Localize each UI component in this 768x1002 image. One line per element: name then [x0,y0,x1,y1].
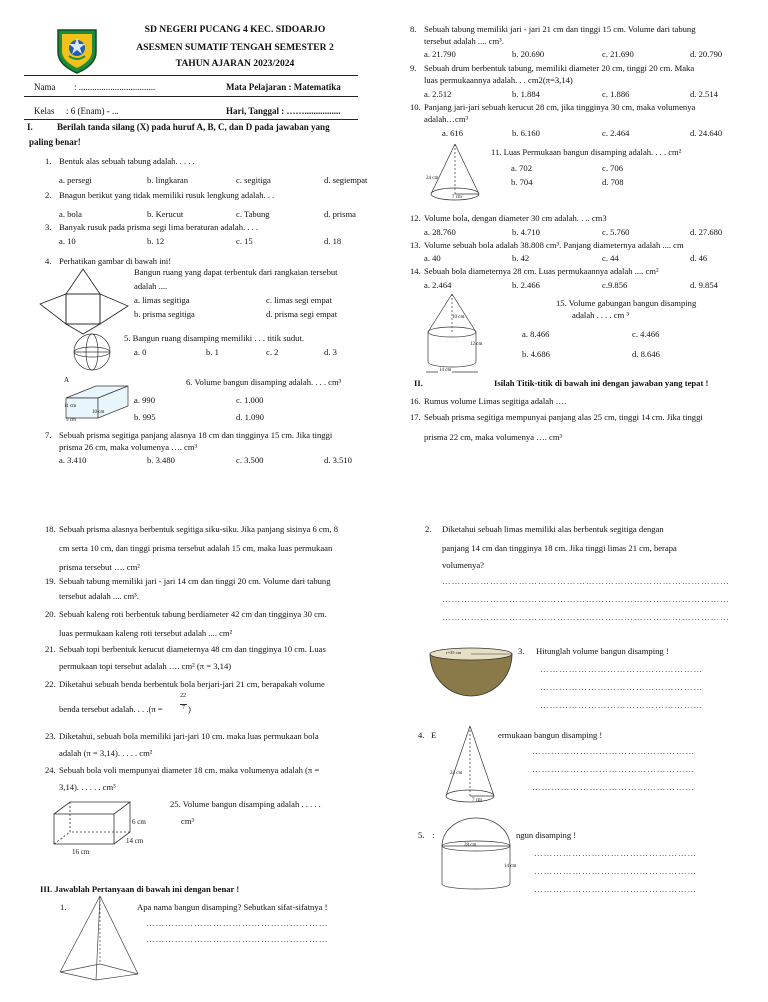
q8-text-2: tersebut adalah .... cm³. [424,36,504,46]
q7-number: 7. [45,430,52,440]
q2-option-d[interactable]: d. prisma [324,209,356,219]
q7-option-a[interactable]: a. 3.410 [59,455,87,465]
e2-answer-line-2[interactable]: ……………………………………………………………………………… [442,594,730,604]
q2-option-b[interactable]: b. Kerucut [147,209,184,219]
e2-answer-line-3[interactable]: ……………………………………………………………………………… [442,612,730,622]
q25-cuboid-figure [52,800,134,848]
q10-option-a[interactable]: a. 616 [442,128,464,138]
q10-text-2: adalah…cm³ [424,114,469,124]
e2-text-2: panjang 14 cm dan tingginya 18 cm. Jika tinggi limas 21 cm, berapa [442,543,677,553]
q24-text-2: 3,14). . . . . . cm³ [59,782,116,792]
section-2-number: II. [414,378,423,388]
q25-dim-width: 14 cm [126,837,144,845]
e4-text-start: E [431,730,437,740]
e5-answer-line-2[interactable]: …………………………………………… [534,866,698,876]
q11-dim-r: 7 cm [452,195,462,200]
q5-option-b[interactable]: b. 1 [206,347,219,357]
q17-number: 17. [410,412,421,422]
q12-text: Volume bola, dengan diameter 30 cm adalah. . .. cm3 [424,213,607,223]
q16-number: 16. [410,396,421,406]
q7-option-c[interactable]: c. 3.500 [236,455,264,465]
q13-option-d[interactable]: d. 46 [690,253,708,263]
q18-text-1: Sebuah prisma alasnya berbentuk segitiga siku-siku. Jika panjang sisinya 6 cm, 8 [59,524,339,534]
q8-number: 8. [410,24,417,34]
e3-number: 3. [518,646,525,656]
e2-answer-line-1[interactable]: ……………………………………………………………………………… [442,576,730,586]
nama-field[interactable]: : .................................. [74,82,156,92]
q22-fraction-numerator: 22 [180,693,186,699]
q1-number: 1. [45,156,52,166]
q16-text: Rumus volume Limas segitiga adalah …. [424,396,567,406]
school-year: TAHUN AJARAN 2023/2024 [175,58,295,69]
e5-answer-line-1[interactable]: …………………………………………… [534,848,698,858]
e4-dim-h: 24 cm [450,771,463,776]
q3-option-d[interactable]: d. 18 [324,236,342,246]
q6-dim-3: 9 cm [66,418,76,423]
e3-answer-line-3[interactable]: …………………………………………… [540,700,704,710]
e5-text-start: : [432,830,435,840]
e1-answer-line-1[interactable]: ………………………………………………… [146,918,329,928]
q19-text-1: Sebuah tabung memiliki jari - jari 14 cm dan tinggi 20 cm. Volume dari tabung [59,576,331,586]
q5-text: 5. Bangun ruang disamping memiliki . . . titik sudut. [124,333,304,343]
q6-option-d[interactable]: d. 1.090 [236,412,264,422]
hari-label[interactable]: Hari, Tanggal : ……................ [226,106,341,116]
q20-text-1: Sebuah kaleng roti berbentuk tabung berdiameter 42 cm dan tingginya 30 cm. [59,609,327,619]
e5-dim-h: 14 cm [504,864,517,869]
section-3-title: III. Jawablah Pertanyaan di bawah ini dengan benar ! [40,884,240,894]
q4-number: 4. [45,256,52,266]
q8-text-1: Sebuah tabung memiliki jari - jari 21 cm dan tinggi 15 cm. Volume dari tabung [424,24,696,34]
q14-option-b[interactable]: b. 2.466 [512,280,540,290]
q9-option-a[interactable]: a. 2.512 [424,89,452,99]
kelas-field[interactable]: : 6 (Enam) - ... [66,106,119,116]
q6-dim-2: 10 cm [92,410,105,415]
q21-text-2: permukaan topi tersebut adalah …. cm² (π = 3,14) [59,661,232,671]
q4-net-figure [36,264,132,334]
kelas-label: Kelas [34,106,55,116]
q11-option-c[interactable]: c. 706 [602,163,624,173]
school-name: SD NEGERI PUCANG 4 KEC. SIDOARJO [144,24,326,35]
q13-option-b[interactable]: b. 42 [512,253,530,263]
e4-text-end: ermukaan bangun disamping ! [498,730,603,740]
q2-text: Bnagun berikut yang tidak memiliki rusuk lengkung adalah. . . [59,190,275,200]
q4-option-a[interactable]: a. limas segitiga [134,295,190,305]
q21-text-1: Sebuah topi berbentuk kerucut diameternya 48 cm dan tingginya 10 cm. Luas [59,644,326,654]
e2-text-3: volumenya? [442,560,484,570]
q23-text-1: Diketahui, sebuah bola memiliki jari-jari 10 cm. maka luas permukaan bola [59,731,319,741]
q8-option-c[interactable]: c. 21.690 [602,49,634,59]
q6-text: 6. Volume bangun disamping adalah. . . . cm³ [186,377,342,387]
q25-text-1: 25. Volume bangun disamping adalah . . . . . [170,799,321,809]
q17-text-1: Sebuah prisma segitiga mempunyai panjang alas 25 cm, tinggi 14 cm. Jika tinggi [424,412,703,422]
q20-text-2: luas permukaan kaleng roti tersebut adalah .... cm² [59,628,233,638]
q19-text-2: tersebut adalah .... cm³. [59,591,139,601]
q6-option-c[interactable]: c. 1.000 [236,395,264,405]
e5-number: 5. [418,830,425,840]
e1-answer-line-2[interactable]: ………………………………………………… [146,934,329,944]
q1-option-d[interactable]: d. segiempat [324,175,368,185]
q4-option-b[interactable]: b. prisma segitiga [134,309,195,319]
info-divider-2 [24,119,358,120]
section-1-title-2: paling benar! [29,137,81,147]
e4-number: 4. [418,730,425,740]
e3-hemisphere-figure [428,646,514,698]
q24-text-1: Sebuah bola voli mempunyai diameter 18 cm. maka volumenya adalah (π = [59,765,320,775]
e4-dim-r: 7 cm [472,798,482,803]
q22-text-2: benda tersebut adalah. . . .(π = [59,704,163,714]
q9-option-d[interactable]: d. 2.514 [690,89,718,99]
q21-number: 21. [45,644,56,654]
e4-answer-line-1[interactable]: …………………………………………… [532,746,696,756]
q1-option-a[interactable]: a. persegi [59,175,92,185]
q13-number: 13. [410,240,421,250]
q13-option-a[interactable]: a. 40 [424,253,441,263]
section-1-number: I. [27,122,33,132]
e2-number: 2. [425,524,432,534]
q23-number: 23. [45,731,56,741]
nama-label: Nama [34,82,56,92]
q18-number: 18. [45,524,56,534]
q4-option-c[interactable]: c. limas segi empat [266,295,332,305]
q15-option-a[interactable]: a. 8.466 [522,329,550,339]
q5-sphere-figure [72,332,112,372]
e5-hemisphere-cylinder-figure [436,816,516,894]
q12-number: 12. [410,213,421,223]
q10-option-c[interactable]: c. 2.464 [602,128,630,138]
e4-answer-line-2[interactable]: …………………………………………… [532,764,696,774]
q15-text-2: adalah . . . . cm ³ [572,310,629,320]
q22-fraction-denominator: 7 [182,705,185,711]
e3-answer-line-1[interactable]: …………………………………………… [540,664,704,674]
q15-option-c[interactable]: c. 4.466 [632,329,660,339]
q11-option-b[interactable]: b. 704 [511,177,533,187]
q11-option-a[interactable]: a. 702 [511,163,533,173]
q3-number: 3. [45,222,52,232]
e4-answer-line-3[interactable]: …………………………………………… [532,782,696,792]
q15-option-d[interactable]: d. 8.646 [632,349,660,359]
q12-option-c[interactable]: c. 5.760 [602,227,630,237]
q1-option-b[interactable]: b. lingkaran [147,175,189,185]
info-divider-1 [24,96,358,97]
q6-option-a[interactable]: a. 990 [134,395,156,405]
q18-text-3: prisma tersebut …. cm² [59,562,140,572]
q8-option-a[interactable]: a. 21.790 [424,49,456,59]
q7-option-d[interactable]: d. 3.510 [324,455,352,465]
q4-text: Perhatikan gambar di bawah ini! [59,256,172,266]
q3-option-c[interactable]: c. 15 [236,236,253,246]
q14-number: 14. [410,266,421,276]
q11-text: 11. Luas Permukaan bangun disamping adalah. . . . cm² [491,147,682,157]
q3-text: Banyak rusuk pada prisma segi lima beraturan adalah. . . . [59,222,259,232]
q9-option-b[interactable]: b. 1.884 [512,89,540,99]
e3-answer-line-2[interactable]: …………………………………………… [540,682,704,692]
q1-text: Bentuk alas sebuah tabung adalah. . . . . [59,156,195,166]
q22-close-paren: ) [188,704,191,714]
q14-option-d[interactable]: d. 9.854 [690,280,718,290]
q22-text-1: Diketahui sebuah benda berbentuk bola berjari-jari 21 cm, berapakah volume [59,679,325,689]
mapel-label: Mata Pelajaran : Matematika [226,82,341,92]
e1-text: Apa nama bangun disamping? Sebutkan sifat-sifatnya ! [137,902,328,912]
q25-dim-height: 6 cm [132,818,146,826]
e2-text-1: Diketahui sebuah limas memiliki alas berbentuk segitiga dengan [442,524,664,534]
q7-text-1: Sebuah prisma segitiga panjang alasnya 18 cm dan tingginya 15 cm. Jika tinggi [59,430,333,440]
q7-option-b[interactable]: b. 3.480 [147,455,175,465]
q14-option-a[interactable]: a. 2.464 [424,280,452,290]
q4-stem-2: adalah .... [134,281,168,291]
q4-option-d[interactable]: d. prisma segi empat [266,309,338,319]
section-2-title: Isilah Titik-titik di bawah ini dengan jawaban yang tepat ! [494,378,709,388]
q9-text-2: luas permukaannya adalah. . . cm2(π=3,14) [424,75,573,85]
q7-text-2: prisma 26 cm, maka volumenya …. cm³ [59,442,198,452]
e5-dim-d: 28 cm [464,843,477,848]
q14-option-c[interactable]: c.9.856 [602,280,628,290]
q23-text-2: adalah (π = 3,14). . . . . cm² [59,748,153,758]
q18-text-2: cm serta 10 cm, dan tinggi prisma tersebut adalah 15 cm, maka luas permukaan [59,543,333,553]
q19-number: 19. [45,576,56,586]
q25-dim-length: 16 cm [72,848,90,856]
q6-label-a: A [64,376,70,384]
q15-cone-cylinder-figure [420,292,484,376]
section-1-title: Berilah tanda silang (X) pada huruf A, B, C, dan D pada jawaban yang [57,122,330,132]
school-logo [54,26,100,74]
q8-option-b[interactable]: b. 20.690 [512,49,545,59]
q3-option-b[interactable]: b. 12 [147,236,165,246]
q9-text-1: Sebuah drum berbentuk tabung, memiliki diameter 20 cm, tinggi 20 cm. Maka [424,63,695,73]
q2-option-a[interactable]: a. bola [59,209,82,219]
exam-title: ASESMEN SUMATIF TENGAH SEMESTER 2 [136,42,334,53]
q10-option-d[interactable]: d. 24.640 [690,128,723,138]
q15-text-1: 15. Volume gabungan bangun disamping [556,298,697,308]
q11-dim-h: 24 cm [426,176,439,181]
q15-option-b[interactable]: b. 4.686 [522,349,550,359]
e5-answer-line-3[interactable]: …………………………………………… [534,884,698,894]
q12-option-b[interactable]: b. 4.710 [512,227,540,237]
q6-option-b[interactable]: b. 995 [134,412,156,422]
q4-stem-1: Bangun ruang yang dapat terbentuk dari rangkaian tersebut [134,267,338,277]
q25-text-2: cm³ [181,816,195,826]
q12-option-d[interactable]: d. 27.680 [690,227,723,237]
q9-number: 9. [410,63,417,73]
q17-text-2: prisma 22 cm, maka volumenya …. cm³ [424,432,563,442]
q20-number: 20. [45,609,56,619]
q2-number: 2. [45,190,52,200]
e3-dim: r=35 cm [446,650,462,655]
e1-number: 1. [60,902,67,912]
q5-option-c[interactable]: c. 2 [266,347,279,357]
q9-option-c[interactable]: c. 1.886 [602,89,630,99]
q8-option-d[interactable]: d. 20.790 [690,49,723,59]
header-divider [24,75,358,76]
q5-option-a[interactable]: a. 0 [134,347,147,357]
q5-option-d[interactable]: d. 3 [324,347,337,357]
q2-option-c[interactable]: c. Tabung [236,209,270,219]
q6-dim-1: 11 cm [64,404,77,409]
q10-option-b[interactable]: b. 6.160 [512,128,540,138]
q10-number: 10. [410,102,421,112]
e3-text: Hitunglah volume bangun disamping ! [536,646,669,656]
q13-text: Volume sebuah bola adalah 38.808 cm³. Panjang diameternya adalah .... cm [424,240,684,250]
q15-dim-base: 14 cm [439,368,452,373]
q12-option-a[interactable]: a. 28.760 [424,227,456,237]
q10-text-1: Panjang jari-jari sebuah kerucut 28 cm, jika tingginya 30 cm, maka volumenya [424,102,696,112]
q11-option-d[interactable]: d. 708 [602,177,624,187]
q1-option-c[interactable]: c. segitiga [236,175,271,185]
q24-number: 24. [45,765,56,775]
q22-number: 22. [45,679,56,689]
q15-dim-cone: 10 cm [452,315,465,320]
e5-text-end: ngun disamping ! [516,830,577,840]
e1-pyramid-figure [56,892,142,978]
q15-dim-cylinder: 12 cm [470,342,483,347]
q13-option-c[interactable]: c. 44 [602,253,619,263]
q14-text: Sebuah bola diameternya 28 cm. Luas permukaannya adalah .... cm² [424,266,659,276]
e4-cone-figure [442,724,498,808]
q3-option-a[interactable]: a. 10 [59,236,76,246]
